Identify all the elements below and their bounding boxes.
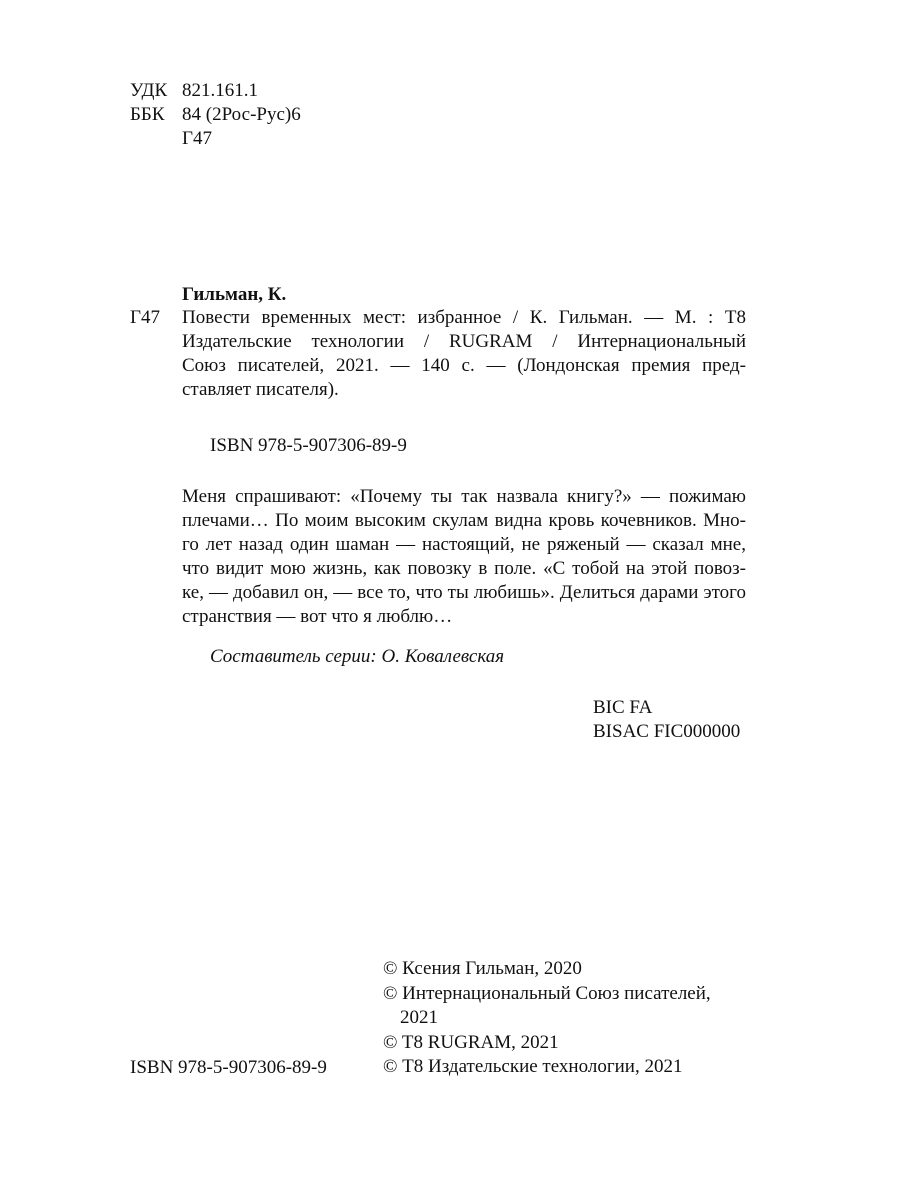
isbn-main: ISBN 978-5-907306-89-9 (210, 435, 407, 456)
udk-value: 821.161.1 (182, 80, 258, 101)
annotation-line: плечами… По моим высоким скулам видна кровь кочевников. Мно- (182, 510, 746, 531)
bisac-code: BISAC FIC000000 (593, 721, 741, 742)
author-mark: Г47 (182, 128, 212, 149)
index-mark: Г47 (130, 307, 160, 328)
bic-code: BIC FA (593, 697, 653, 718)
bbk-value: 84 (2Рос-Рус)6 (182, 104, 301, 125)
copyright-line-continuation: 2021 (400, 1007, 438, 1028)
biblio-line: Издательские технологии / RUGRAM / Интернациональный (182, 331, 746, 352)
bbk-row (130, 103, 301, 127)
copyright-line: © Интернациональный Союз писателей, (383, 982, 711, 1004)
udk-label: УДК (130, 80, 168, 101)
annotation-line: го лет назад один шаман — настоящий, не ряженый — сказал мне, (182, 534, 746, 555)
biblio-line: ставляет писателя). (182, 379, 339, 400)
subject-classification (593, 696, 740, 744)
copyright-line: © Ксения Гильман, 2020 (383, 958, 582, 979)
bibliographic-description (182, 306, 746, 402)
series-compiler: Составитель серии: О. Ковалевская (210, 646, 505, 667)
annotation-line: Меня спрашивают: «Почему ты так назвала книгу?» — пожимаю (182, 486, 746, 507)
annotation-line: что видит мою жизнь, как повозку в поле. «С тобой на этой повоз- (182, 558, 746, 579)
author-heading: Гильман, К. (182, 284, 287, 305)
isbn-footer: ISBN 978-5-907306-89-9 (130, 1057, 327, 1078)
biblio-line: Повести временных мест: избранное / К. Гильман. — М. : Т8 (182, 307, 746, 328)
bbk-label: ББК (130, 104, 165, 125)
copyright-notices (383, 957, 711, 1080)
copyright-line: © T8 RUGRAM, 2021 (383, 1031, 559, 1053)
library-codes (130, 79, 301, 151)
annotation-line: ке, — добавил он, — все то, что ты любишь». Делиться дарами этого (182, 582, 746, 603)
author-mark-row (130, 127, 301, 151)
biblio-line: Союз писателей, 2021. — 140 с. — (Лондонская премия пред- (182, 355, 746, 376)
copyright-line: © Т8 Издательские технологии, 2021 (383, 1056, 683, 1077)
annotation-line: странствия — вот что я люблю… (182, 606, 453, 627)
annotation (182, 485, 746, 629)
udk-row (130, 79, 301, 103)
